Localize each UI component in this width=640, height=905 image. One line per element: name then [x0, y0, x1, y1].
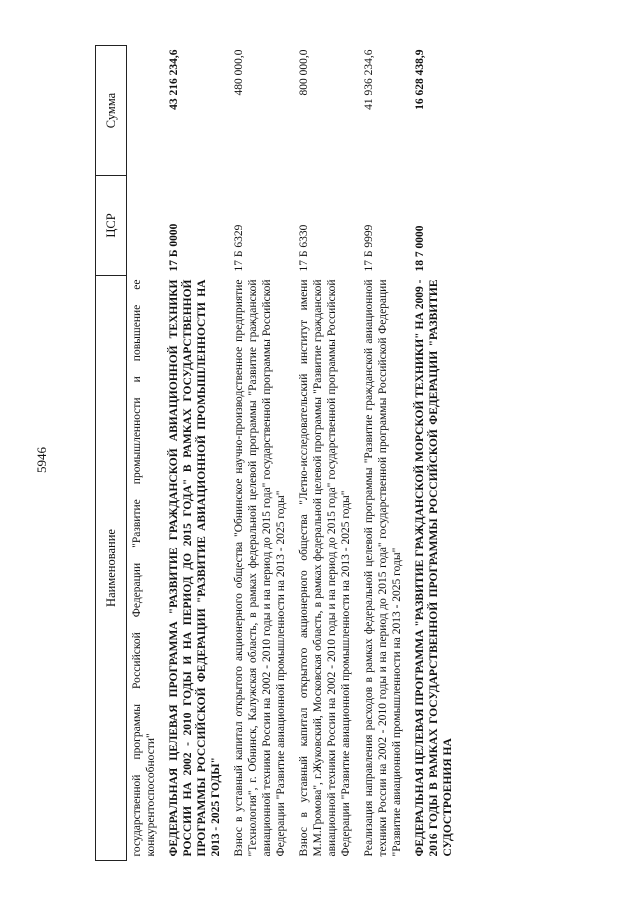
row-sum: 43 216 234,6 — [168, 49, 180, 110]
row-code: 17 Б 6330 — [298, 224, 310, 272]
table-row — [127, 46, 165, 861]
row-name: ФЕДЕРАЛЬНАЯ ЦЕЛЕВАЯ ПРОГРАММА "РАЗВИТИЕ ГРАЖДАНСКОЙ АВИАЦИОННОЙ ТЕХНИКИ РОССИИ НА 2002 - 2010 ГОДЫ И НА ПЕРИОД ДО 2015 ГОДА" В РАМКАХ ГОСУДАРСТВЕННОЙ ПРОГРАММЫ РОССИЙСКОЙ ФЕДЕРАЦИИ "РАЗВИТИЕ АВИАЦИОННОЙ ПРОМЫШЛЕННОСТИ НА 2013 - 2025 ГОДЫ" — [168, 279, 222, 857]
row-name: Взнос в уставный капитал открытого акционерного общества "Обнинское научно-производственное предприятие "Технология", г. Обнинск, Калужская область, в рамках федеральной целевой программы "Развитие гражданской авиационной техники России на 2002 - 2010 годы и на период до 2015 года" государственной программы Российской Федерации "Развитие авиационной промышленности на 2013 - 2025 годы" — [233, 279, 287, 857]
budget-table-rotated — [95, 46, 600, 861]
row-code: 18 7 0000 — [414, 225, 426, 272]
table-row — [164, 46, 229, 861]
header-name: Наименование — [96, 276, 127, 861]
row-sum: 41 936 234,6 — [363, 49, 375, 110]
header-code: ЦСР — [96, 176, 127, 276]
row-code: 17 Б 0000 — [168, 223, 180, 272]
row-code — [127, 176, 165, 276]
row-sum: 480 000,0 — [233, 49, 245, 96]
table-row — [410, 46, 461, 861]
table-row — [229, 46, 294, 861]
page-number: 5946 — [34, 447, 49, 473]
row-sum: 16 628 438,9 — [414, 49, 426, 110]
row-name: ФЕДЕРАЛЬНАЯ ЦЕЛЕВАЯ ПРОГРАММА "РАЗВИТИЕ ГРАЖДАНСКОЙ МОРСКОЙ ТЕХНИКИ" НА 2009 - 2016 ГОДЫ В РАМКАХ ГОСУДАРСТВЕННОЙ ПРОГРАММЫ РОССИЙСКОЙ ФЕДЕРАЦИИ "РАЗВИТИЕ СУДОСТРОЕНИЯ НА — [414, 279, 454, 857]
row-code: 17 Б 6329 — [233, 224, 245, 272]
budget-table — [95, 45, 461, 861]
row-code: 17 Б 9999 — [363, 224, 375, 272]
row-name: Реализация направления расходов в рамках федеральной целевой программы "Развитие гражданской авиационной техники России на 2002 - 2010 годы и на период до 2015 года" государственной программы Российской Федерации "Развитие авиационной промышленности на 2013 - 2025 годы" — [363, 279, 403, 857]
row-sum — [127, 46, 165, 176]
header-sum: Сумма — [96, 46, 127, 176]
table-row — [294, 46, 359, 861]
row-name: государственной программы Российской Федерации "Развитие промышленности и повышение ее конкурентоспособности" — [131, 279, 157, 857]
row-name: Взнос в уставный капитал открытого акционерного общества "Летно-исследовательский институт имени М.М.Громова", г.Жуковский, Московская область, в рамках федеральной целевой программы "Развитие гражданской авиационной техники России на 2002 - 2010 годы и на период до 2015 года" государственной программы Российской Федерации "Развитие авиационной промышленности на 2013 - 2025 годы" — [298, 279, 352, 857]
row-sum: 800 000,0 — [298, 49, 310, 96]
table-header-row — [96, 46, 127, 861]
table-row — [359, 46, 410, 861]
